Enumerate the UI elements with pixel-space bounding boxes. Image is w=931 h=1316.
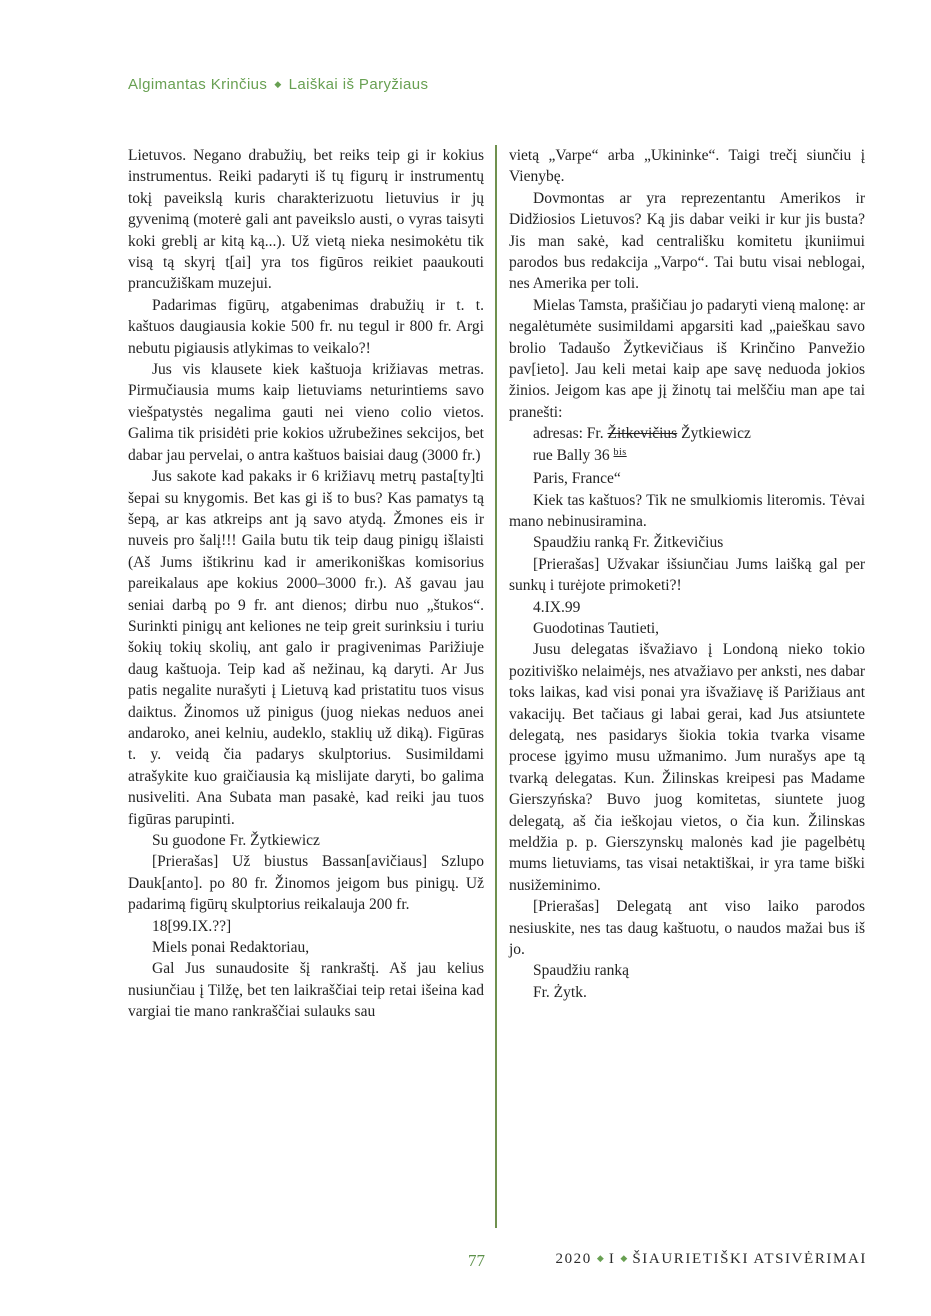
column-divider-rule [495,145,497,1228]
footer-journal-title: ŠIAURIETIŠKI ATSIVĖRIMAI [632,1251,867,1267]
postscript: [Prierašas] Delegatą ant viso laiko parodos nesiuskite, nes tas daug kaštuotu, o naudos mažai bus iš jo. [509,898,865,959]
letter-date: 18[99.IX.??] [152,917,232,935]
paragraph: Dovmontas ar yra reprezentantu Amerikos ir Didžiosios Lietuvos? Ką jis dabar veiki ir kur jis busta? Jis man sakė, kad centrališku komitetu įkuniimui parodos bus redakcija „Varpo“. Tai butu visai neblogai, nes Amerika per toli. [509,189,865,293]
address-struck-name: Žitkevičius [607,425,678,443]
paragraph: vietą „Varpe“ arba „Ukininke“. Taigi trečį siunčiu į Vienybę. [509,147,865,186]
footer-diamond-icon: ◆ [596,1253,604,1263]
address-corrected-name: Žytkiewicz [677,425,751,443]
letter-signature: Fr. Żytk. [533,983,587,1001]
running-header [128,76,428,93]
address-line-3: Paris, France“ [533,470,621,488]
header-title: Laiškai iš Paryžiaus [288,76,429,93]
paragraph: Padarimas figūrų, atgabenimas drabužių ir t. t. kaštuos daugiausia kokie 500 fr. nu tegul ir 800 fr. Argi nebutu pigiausis atlykimas to veikalo?! [128,296,484,357]
address-line-1 [509,423,865,444]
header-diamond-icon: ◆ [274,79,282,89]
text-columns [128,145,867,1228]
postscript: [Prierašas] Už biustus Bassan[avičiaus] Szlupo Dauk[anto]. po 80 fr. Žinomos jeigom bus pinigų. Už padarimą figūrų skulptorius reikalauja 200 fr. [128,853,484,914]
paragraph: Kiek tas kaštuos? Tik ne smulkiomis literomis. Tėvai mano nebinusiramina. [509,491,865,530]
letter-closing: Spaudžiu ranką [533,962,629,980]
paragraph: Lietuvos. Negano drabužių, bet reiks teip gi ir kokius instrumentus. Reiki padaryti iš tų figurų ir instrumentų tokį paveikslą kuris charakterizuotu lietuvius ir jų gyvenimą (moterė gali ant paveikslo austi, o vyras taisyti koki greblį ar kitą ką...). Už vietą nieka nesimokėtu tik visą tą skyrį t[ai] yra tos figūros reikiet paaukouti prancužiškam muzejui. [128,147,484,293]
paragraph: Gal Jus sunaudosite šį rankraštį. Aš jau kelius nusiunčiau į Tilžę, bet ten laikraščiai teip retai išeina kad vargiai tie mano rankraščiai sulauks sau [128,960,484,1021]
paragraph: Jus sakote kad pakaks ir 6 križiavų metrų pasta[ty]ti šepai su knygomis. Bet kas gi iš to bus? Kas pamatys tą šepą, ar kas atkreips ant ją savo atydą. Žmones eis ir nuveis pro šalį!!! Gaila butu tik teip daug pinigų išlaisti (Aš Jums ištikrinu kad ir amerikoniškas komisorius pareikalaus ape kokius 2000–3000 fr.). Aš gavau jau seniai darbą po 9 fr. ant dienos; dirbu nuo „štukos“. Surinkti pinigų ant keliones ne teip greit surinksiu i turiu šokių tokių skolių, ant galo ir pragivenimas Parižiuje daug kaštuoja. Teip kad aš nežinau, ką daryti. Ar Jus patis negalite nurašyti į Lietuvą kad pristatitu tuos visus daiktus. Žinomos už pinigus (juog niekas neduos anei andaroko, anei kelniu, audeklo, staklių už diką). Figūras t. y. veidą čia padarys skulptorius. Susimildami atrašykite kuo graičiausia ką mislijate daryti, bo galima nusiveliti. Ana Subata man pasakė, kad reiki jau tuos figūras parupinti. [128,468,484,828]
salutation: Guodotinas Tautieti, [533,619,660,637]
letter-signature: Spaudžiu ranką Fr. Žitkevičius [533,534,724,552]
page-number: 77 [468,1251,485,1270]
header-author: Algimantas Krinčius [128,76,268,93]
letter-date: 4.IX.99 [533,598,581,616]
address-line-2 [509,445,865,468]
paragraph: Mielas Tamsta, prašičiau jo padaryti vieną malonę: ar negalėtumėte susimildami apgarsiti kad „paieškau savo brolio Tadaušo Žytkevičiaus iš Krinčino Panvežio pav[ieto]. Jau keli metai kaip ape savę neduoda jokios žinios. Jeigom kas ape jį žinotų tai melščiu man ape tai pranešti: [509,296,865,421]
address-prefix: adresas: Fr. [533,425,608,443]
right-column [509,145,865,1003]
footer-year: 2020 [555,1251,592,1267]
postscript: [Prierašas] Užvakar išsiunčiau Jums laišką gal per sunkų i turėjote primoketi?! [509,555,865,595]
salutation: Miels ponai Redaktoriau, [152,939,310,957]
left-column [128,145,484,1023]
journal-footer [555,1251,867,1268]
address-street: rue Bally 36 [533,446,614,464]
paragraph: Jus vis klausete kiek kaštuoja križiavas metras. Pirmučiausia mums kaip lietuviams neturintiems savo viešpatystės negalima gauti nei vieno colio vietos. Galima tik prisidėti prie kokios užrubežines sekcijos, bet dabar jau pervelai, o antra kaštuos baisiai daug (3000 fr.) [128,361,484,464]
address-bis-superscript: bis [613,446,627,458]
paragraph: Jusu delegatas išvažiavo į Londoną nieko tokio pozitiviško nelaimėjs, nes atvažiavo per anksti, nes dabar toks laikas, kad visi ponai yra išvažiavę iš Parižiaus ant vakacijų. Bet tačiaus gi labai gerai, kad Jus atsiuntete delegatą, nes pasidarys šiokia tokia tvarka visame procese įgyimo musu užmanimo. Jum nurašys ape tą tvarką delegatas. Kun. Žilinskas kreipesi pas Madame Gierszyńska? Buvo juog komitetas, siuntete juog delegatą, aš čia ieškojau vietos, o čia kun. Žilinskas meldžia p. p. Gierszynskų malonės kad jie pagelbėtų mums lietuviams, tas visai netaktiškai, ir yra tame biški nusižeminimo. [509,641,865,894]
letter-signature: Su guodone Fr. Žytkiewicz [152,832,320,849]
footer-issue: I [608,1251,616,1267]
footer-diamond-icon: ◆ [620,1253,628,1263]
